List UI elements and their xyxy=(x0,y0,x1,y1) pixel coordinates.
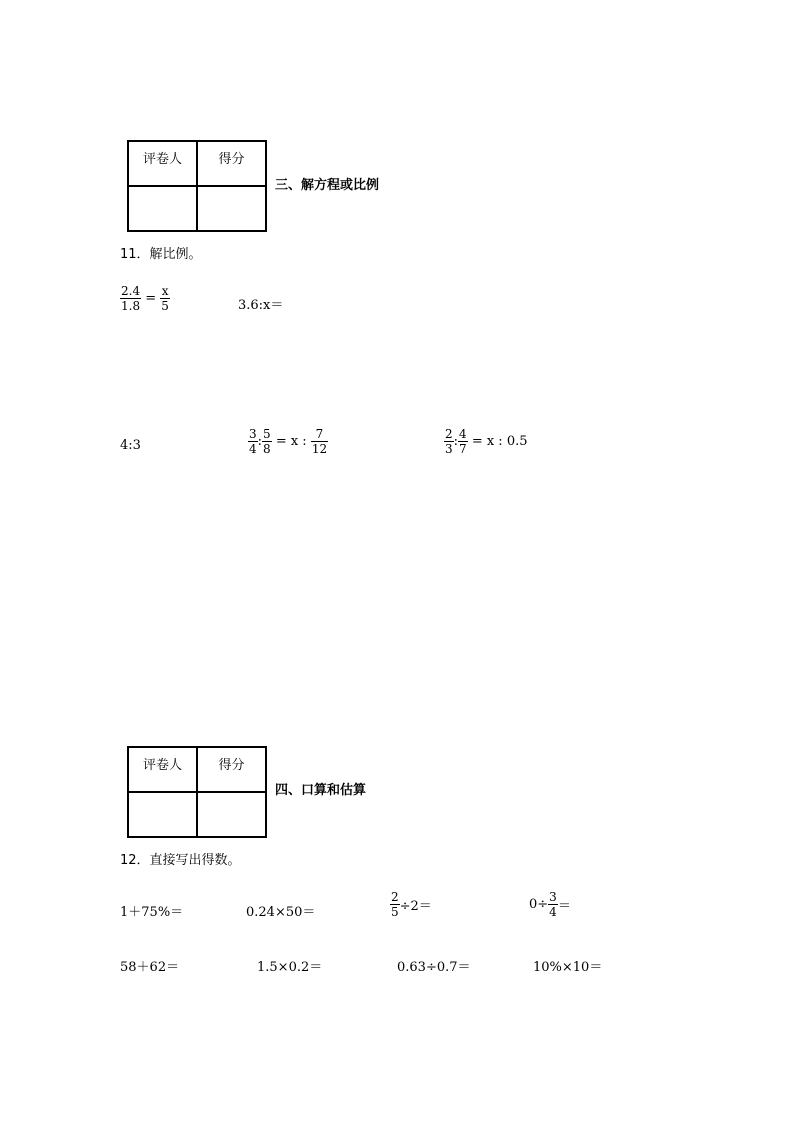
reviewer-label: 评卷人 xyxy=(128,141,197,186)
question-11-title: 11．解比例。 xyxy=(120,247,202,262)
section4-title: 四、口算和估算 xyxy=(275,783,367,798)
score-table-section3 xyxy=(127,140,267,232)
section3-title: 三、解方程或比例 xyxy=(275,178,380,193)
reviewer-cell[interactable] xyxy=(128,186,197,231)
calc-2b: 1.5×0.2＝ xyxy=(257,960,323,975)
proportion-c: 4:3 xyxy=(120,438,141,453)
proportion-e: $\frac{2}{3}$ : $\frac{4}{7}$ = x : 0.5 xyxy=(445,427,528,456)
proportion-b: 3.6:x＝ xyxy=(238,298,284,313)
calc-1a: 1＋75%＝ xyxy=(120,905,184,920)
calc-2d: 10%×10＝ xyxy=(533,960,603,975)
calc-2c: 0.63÷0.7＝ xyxy=(397,960,471,975)
proportion-a: $\frac{2.4}{1.8}$ = $\frac{x}{5}$ xyxy=(121,284,169,313)
proportion-d: $\frac{3}{4}$ : $\frac{5}{8}$ = x : $\frac{7}{12}$ xyxy=(249,427,328,456)
reviewer-cell[interactable] xyxy=(128,792,197,837)
question-12-title: 12．直接写出得数。 xyxy=(120,853,241,868)
fraction: $\frac{x}{5}$ xyxy=(161,284,169,313)
reviewer-label: 评卷人 xyxy=(128,747,197,792)
score-table-section4 xyxy=(127,746,267,838)
score-label: 得分 xyxy=(197,141,266,186)
fraction: $\frac{2.4}{1.8}$ xyxy=(121,284,141,313)
score-cell[interactable] xyxy=(197,792,266,837)
calc-1c: $\frac{2}{5}$ ÷2＝ xyxy=(391,890,432,919)
calc-1d: 0÷ $\frac{3}{4}$ ＝ xyxy=(529,890,571,919)
score-label: 得分 xyxy=(197,747,266,792)
score-cell[interactable] xyxy=(197,186,266,231)
calc-1b: 0.24×50＝ xyxy=(246,905,316,920)
calc-2a: 58＋62＝ xyxy=(120,960,180,975)
